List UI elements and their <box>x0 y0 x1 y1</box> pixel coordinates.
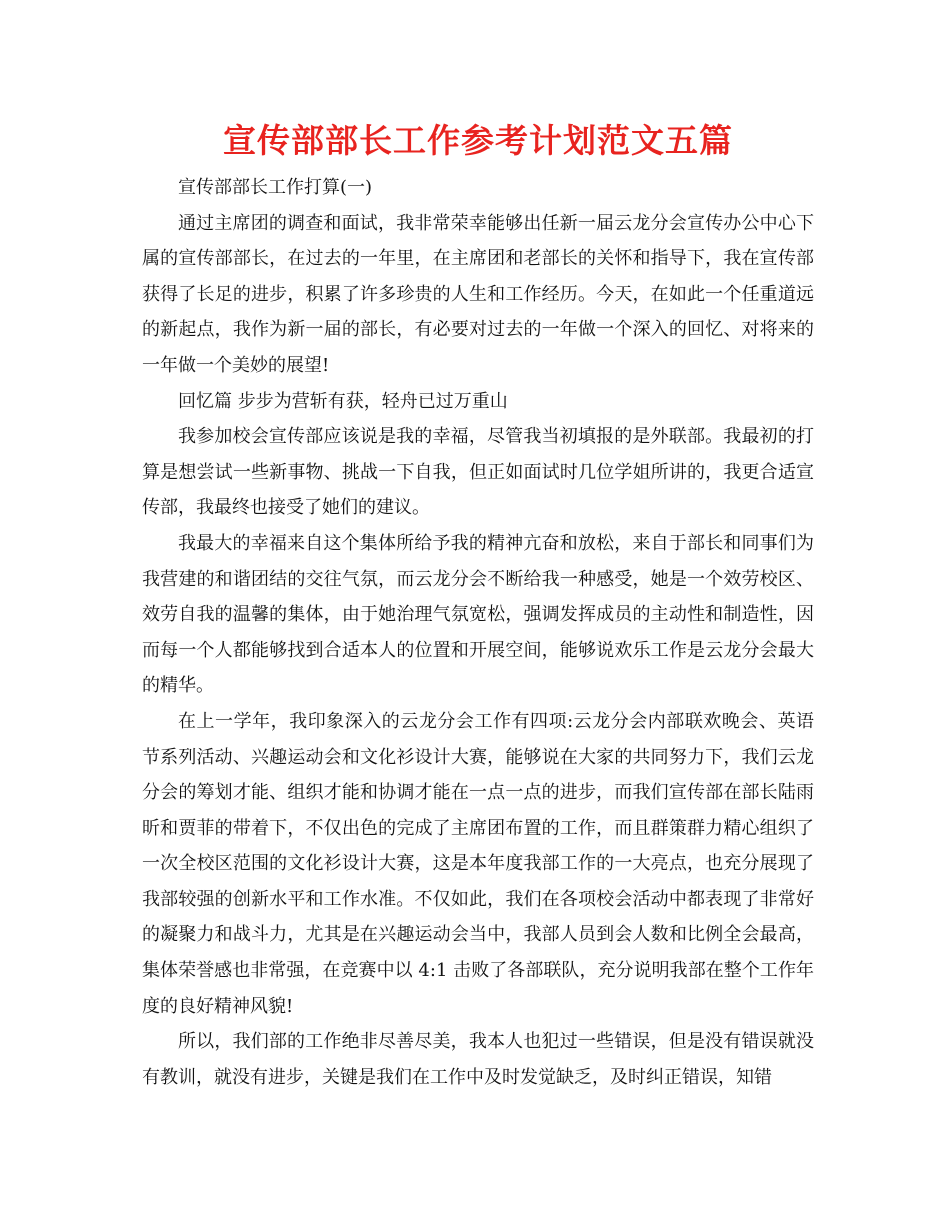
paragraph-last-year: 在上一学年，我印象深入的云龙分会工作有四项:云龙分会内部联欢晚会、英语节系列活动、兴趣运动会和文化衫设计大赛，能够说在大家的共同努力下，我们云龙分会的筹划才能、组织才能和协调才能在一点一点的进步，而我们宣传部在部长陆雨昕和贾菲的带着下，不仅出色的完成了主席团布置的工作，而且群策群力精心组织了一次全校区范围的文化衫设计大赛，这是本年度我部工作的一大亮点，也充分展现了我部较强的创新水平和工作水准。不仅如此，我们在各项校会活动中都表现了非常好的凝聚力和战斗力，尤其是在兴趣运动会当中，我部人员到会人数和比例全会最高，集体荣誉感也非常强，在竞赛中以 4:1 击败了各部联队，充分说明我部在整个工作年度的良好精神风貌! <box>142 710 814 1017</box>
paragraph-intro: 通过主席团的调查和面试，我非常荣幸能够出任新一届云龙分会宣传办公中心下属的宣传部部长，在过去的一年里，在主席团和老部长的关怀和指导下，我在宣传部获得了长足的进步，积累了许多珍贵的人生和工作经历。今天，在如此一个任重道远的新起点，我作为新一届的部长，有必要对过去的一年做一个深入的回忆、对将来的一年做一个美妙的展望! <box>142 212 814 376</box>
document-subtitle: 宣传部部长工作打算(一) <box>178 177 373 198</box>
section-heading-review: 回忆篇 步步为营斩有获，轻舟已过万重山 <box>178 390 508 412</box>
paragraph-reflection: 所以，我们部的工作绝非尽善尽美，我本人也犯过一些错误，但是没有错误就没有教训，就没有进步，关键是我们在工作中及时发觉缺乏，及时纠正错误，知错 <box>142 1031 814 1088</box>
document-page <box>142 118 814 1095</box>
paragraph-joining: 我参加校会宣传部应该说是我的幸福，尽管我当初填报的是外联部。我最初的打算是想尝试一些新事物、挑战一下自我，但正如面试时几位学姐所讲的，我更合适宣传部，我最终也接受了她们的建议。 <box>142 426 814 519</box>
paragraph-happiness: 我最大的幸福来自这个集体所给予我的精神亢奋和放松，来自于部长和同事们为我营建的和谐团结的交往气氛，而云龙分会不断给我一种感受，她是一个效劳校区、效劳自我的温馨的集体，由于她治理气氛宽松，强调发挥成员的主动性和制造性，因而每一个人都能够找到合适本人的位置和开展空间，能够说欢乐工作是云龙分会最大的精华。 <box>142 532 814 697</box>
document-title: 宣传部部长工作参考计划范文五篇 <box>223 121 733 160</box>
